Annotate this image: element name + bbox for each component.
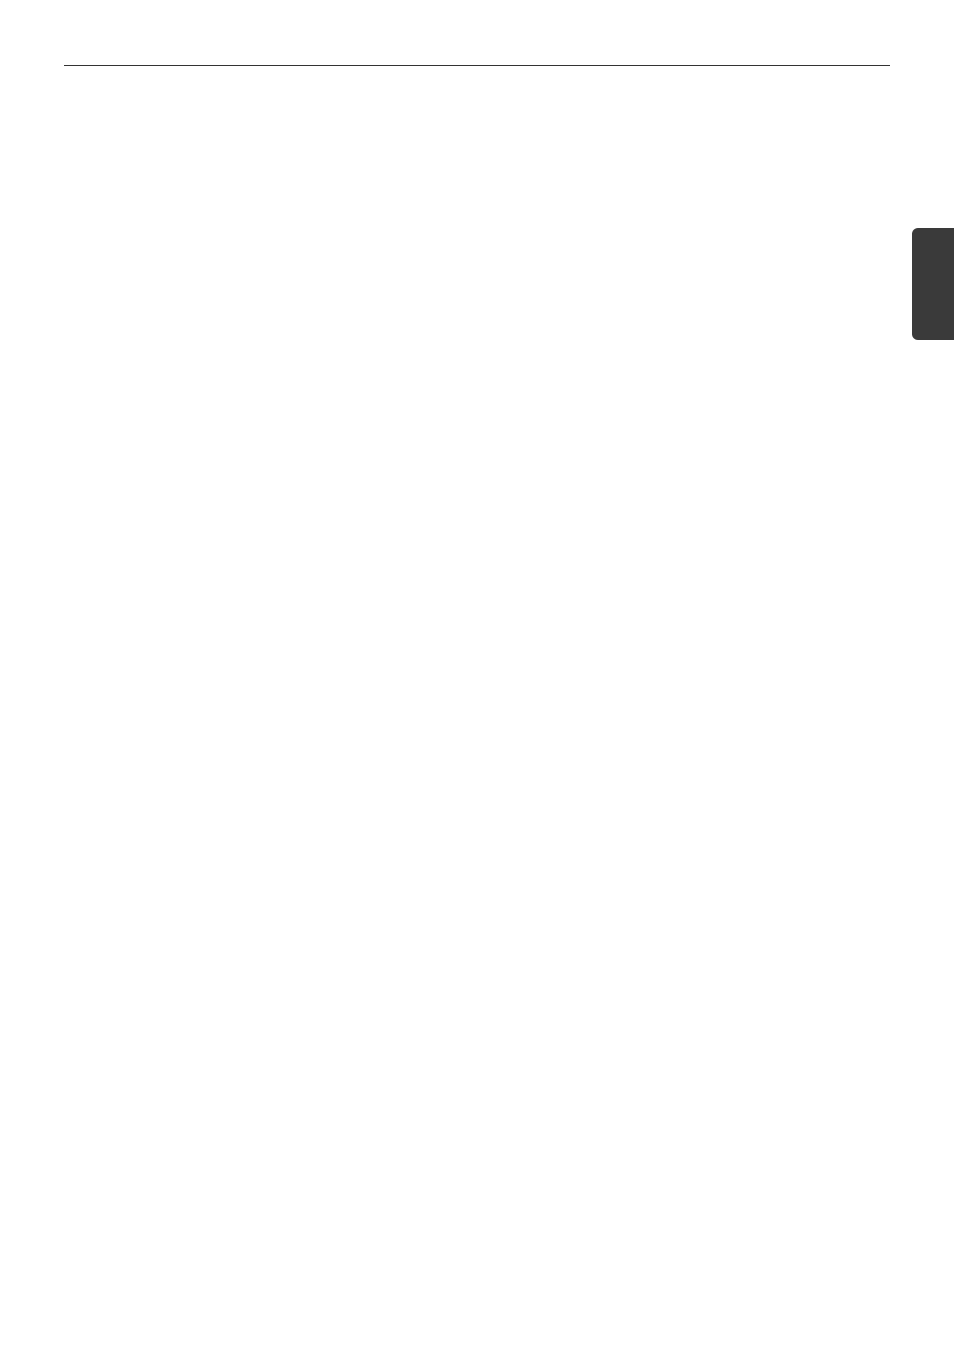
language-tab (912, 228, 954, 340)
page-header (64, 40, 890, 66)
